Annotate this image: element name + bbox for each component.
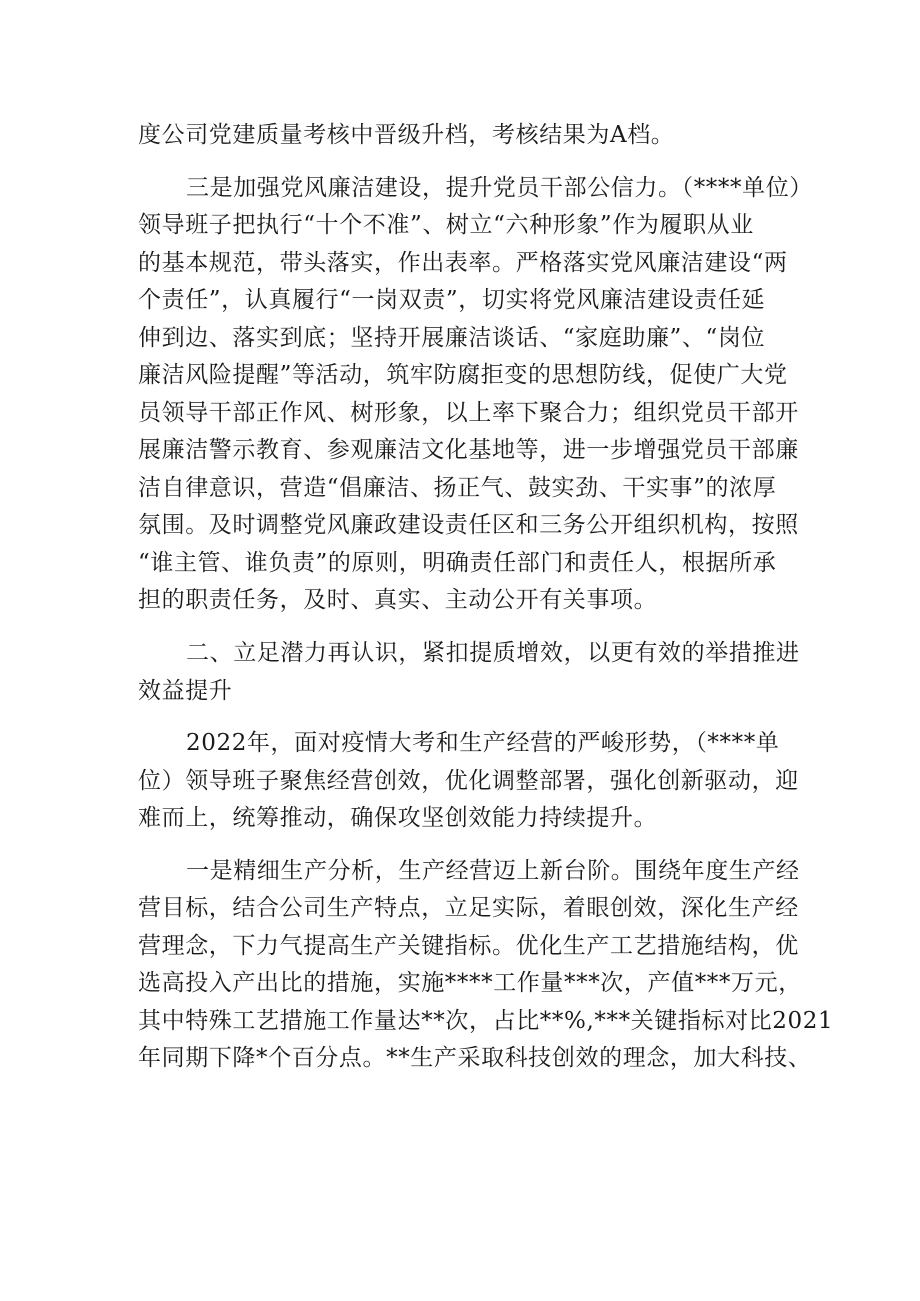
text-line: 难而上，统筹推动，确保攻坚创效能力持续提升。 (138, 805, 658, 831)
section-heading: 二、立足潜力再认识，紧扣提质增效，以更有效的举措推进 (186, 640, 800, 666)
paragraph-first-line: 三是加强党风廉洁建设，提升党员干部公信力。（****单位） (186, 175, 813, 201)
paragraph-first-line: 一是精细生产分析，生产经营迈上新台阶。围绕年度生产经 (186, 858, 800, 884)
text-line: 展廉洁警示教育、参观廉洁文化基地等，进一步增强党员干部廉 (138, 437, 799, 463)
text-line: 个责任”，认真履行“一岗双责”，切实将党风廉洁建设责任延 (138, 287, 766, 313)
paragraph-first-line: 2022年，面对疫情大考和生产经营的严峻形势，（****单 (186, 730, 780, 756)
text-line: 伸到边、落实到底；坚持开展廉洁谈话、“家庭助廉”、“岗位 (138, 325, 766, 351)
text-line: 的基本规范，带头落实，作出表率。严格落实党风廉洁建设“两 (138, 250, 788, 276)
text-line: 年同期下降*个百分点。**生产采取科技创效的理念，加大科技、 (138, 1045, 812, 1071)
text-line: 氛围。及时调整党风廉政建设责任区和三务公开组织机构，按照 (138, 512, 799, 538)
text-line: 廉洁风险提醒”等活动，筑牢防腐拒变的思想防线，促使广大党 (138, 362, 788, 388)
text-line: 选高投入产出比的措施，实施****工作量***次，产值***万元， (138, 970, 802, 996)
section-heading-continued: 效益提升 (138, 678, 233, 704)
text-line: 其中特殊工艺措施工作量达**次，占比**%,***关键指标对比2021 (138, 1008, 834, 1034)
text-line: 员领导干部正作风、树形象，以上率下聚合力；组织党员干部开 (138, 400, 799, 426)
text-line: 担的职责任务，及时、真实、主动公开有关事项。 (138, 587, 658, 613)
text-line: 洁自律意识，营造“倡廉洁、扬正气、鼓实劲、干实事”的浓厚 (138, 475, 777, 501)
text-line: 领导班子把执行“十个不准”、树立“六种形象”作为履职从业 (138, 212, 754, 238)
text-line: 度公司党建质量考核中晋级升档，考核结果为A档。 (138, 122, 675, 148)
text-line: 营目标，结合公司生产特点，立足实际，着眼创效，深化生产经 (138, 895, 799, 921)
text-line: 位）领导班子聚焦经营创效，优化调整部署，强化创新驱动，迎 (138, 768, 799, 794)
text-line: “谁主管、谁负责”的原则，明确责任部门和责任人，根据所承 (138, 550, 777, 576)
text-line: 营理念，下力气提高生产关键指标。优化生产工艺措施结构，优 (138, 933, 799, 959)
